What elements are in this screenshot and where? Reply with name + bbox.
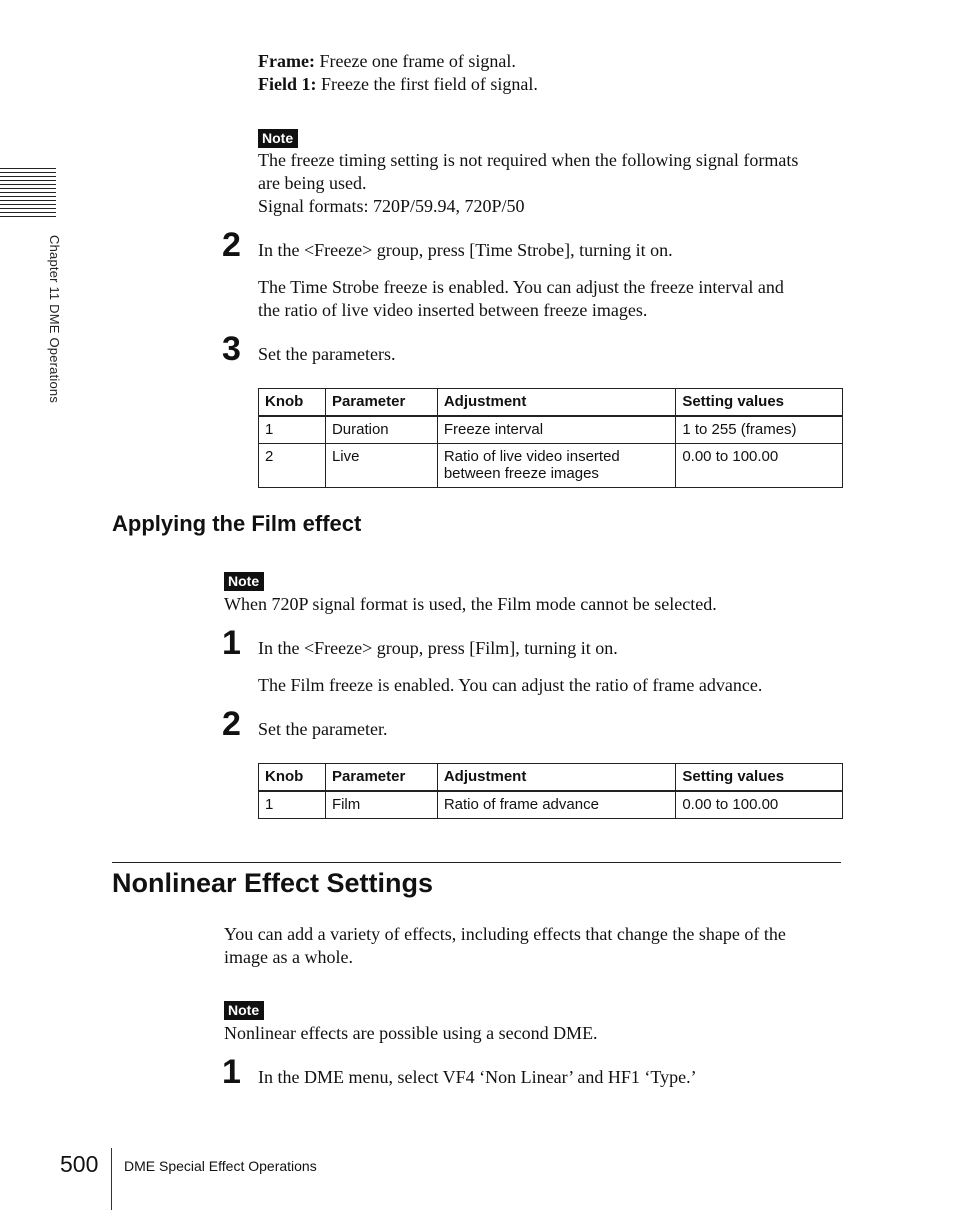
column-header-adjustment: Adjustment xyxy=(437,389,675,417)
note-text: Nonlinear effects are possible using a second DME. xyxy=(224,1023,598,1043)
table-header-row xyxy=(259,764,843,792)
note-text: When 720P signal format is used, the Film mode cannot be selected. xyxy=(224,594,717,614)
cell-parameter: Duration xyxy=(325,416,437,444)
step-number: 2 xyxy=(222,226,241,264)
section-heading-film: Applying the Film effect xyxy=(112,511,362,536)
definition-term: Field 1: xyxy=(258,74,317,94)
intro-text: image as a whole. xyxy=(224,947,353,967)
definition-text: Freeze one frame of signal. xyxy=(314,51,516,71)
parameter-table-film xyxy=(258,763,843,819)
definition-field1 xyxy=(258,73,538,96)
cell-setting: 0.00 to 100.00 xyxy=(676,444,843,488)
cell-adjustment: Ratio of frame advance xyxy=(437,791,676,819)
chapter-side-label: Chapter 11 DME Operations xyxy=(47,235,62,404)
definition-frame xyxy=(258,50,516,73)
step-detail: The Time Strobe freeze is enabled. You can adjust the freeze interval and xyxy=(258,277,784,297)
footer-divider xyxy=(111,1148,112,1210)
column-header-adjustment: Adjustment xyxy=(437,764,676,792)
cell-adjustment xyxy=(437,444,675,488)
cell-parameter: Live xyxy=(325,444,437,488)
parameter-table-time-strobe xyxy=(258,388,843,488)
column-header-knob: Knob xyxy=(259,389,326,417)
note-badge-label: Note xyxy=(224,572,264,591)
step-number: 1 xyxy=(222,624,241,662)
cell-adjustment-line: Ratio of live video inserted xyxy=(443,448,620,465)
column-header-setting-values: Setting values xyxy=(676,764,843,792)
note-badge xyxy=(224,572,264,591)
cell-knob: 2 xyxy=(259,444,326,488)
cell-adjustment-line: between freeze images xyxy=(443,465,599,482)
step-text: Set the parameter. xyxy=(258,719,388,739)
column-header-parameter: Parameter xyxy=(325,764,437,792)
table-header-row xyxy=(259,389,843,417)
note-badge xyxy=(224,1001,264,1020)
footer-section-title: DME Special Effect Operations xyxy=(124,1158,317,1174)
table-row xyxy=(259,416,843,444)
intro-text: You can add a variety of effects, including effects that change the shape of the xyxy=(224,924,786,944)
step-text: In the DME menu, select VF4 ‘Non Linear’ and HF1 ‘Type.’ xyxy=(258,1067,697,1087)
note-badge-label: Note xyxy=(224,1001,264,1020)
note-text: Signal formats: 720P/59.94, 720P/50 xyxy=(258,196,525,216)
step-number: 2 xyxy=(222,705,241,743)
step-text: In the <Freeze> group, press [Time Strobe], turning it on. xyxy=(258,240,673,260)
cell-parameter: Film xyxy=(325,791,437,819)
section-divider xyxy=(112,862,841,863)
chapter-tab-lines xyxy=(0,168,56,220)
cell-setting: 0.00 to 100.00 xyxy=(676,791,843,819)
column-header-parameter: Parameter xyxy=(325,389,437,417)
step-number: 3 xyxy=(222,330,241,368)
section-heading-nonlinear: Nonlinear Effect Settings xyxy=(112,868,434,898)
column-header-setting-values: Setting values xyxy=(676,389,843,417)
step-number: 1 xyxy=(222,1053,241,1091)
definition-term: Frame: xyxy=(258,51,315,71)
cell-knob: 1 xyxy=(259,791,326,819)
note-badge xyxy=(258,129,298,148)
step-text: In the <Freeze> group, press [Film], turning it on. xyxy=(258,638,618,658)
step-detail: the ratio of live video inserted between freeze images. xyxy=(258,300,648,320)
definition-text: Freeze the first field of signal. xyxy=(316,74,538,94)
note-text: The freeze timing setting is not required when the following signal formats xyxy=(258,150,799,170)
note-text: are being used. xyxy=(258,173,367,193)
cell-setting: 1 to 255 (frames) xyxy=(676,416,843,444)
note-badge-label: Note xyxy=(258,129,298,148)
cell-knob: 1 xyxy=(259,416,326,444)
table-row xyxy=(259,444,843,488)
step-text: Set the parameters. xyxy=(258,344,396,364)
page-number: 500 xyxy=(60,1151,99,1177)
step-detail: The Film freeze is enabled. You can adjust the ratio of frame advance. xyxy=(258,675,763,695)
cell-adjustment: Freeze interval xyxy=(437,416,675,444)
column-header-knob: Knob xyxy=(259,764,326,792)
table-row xyxy=(259,791,843,819)
